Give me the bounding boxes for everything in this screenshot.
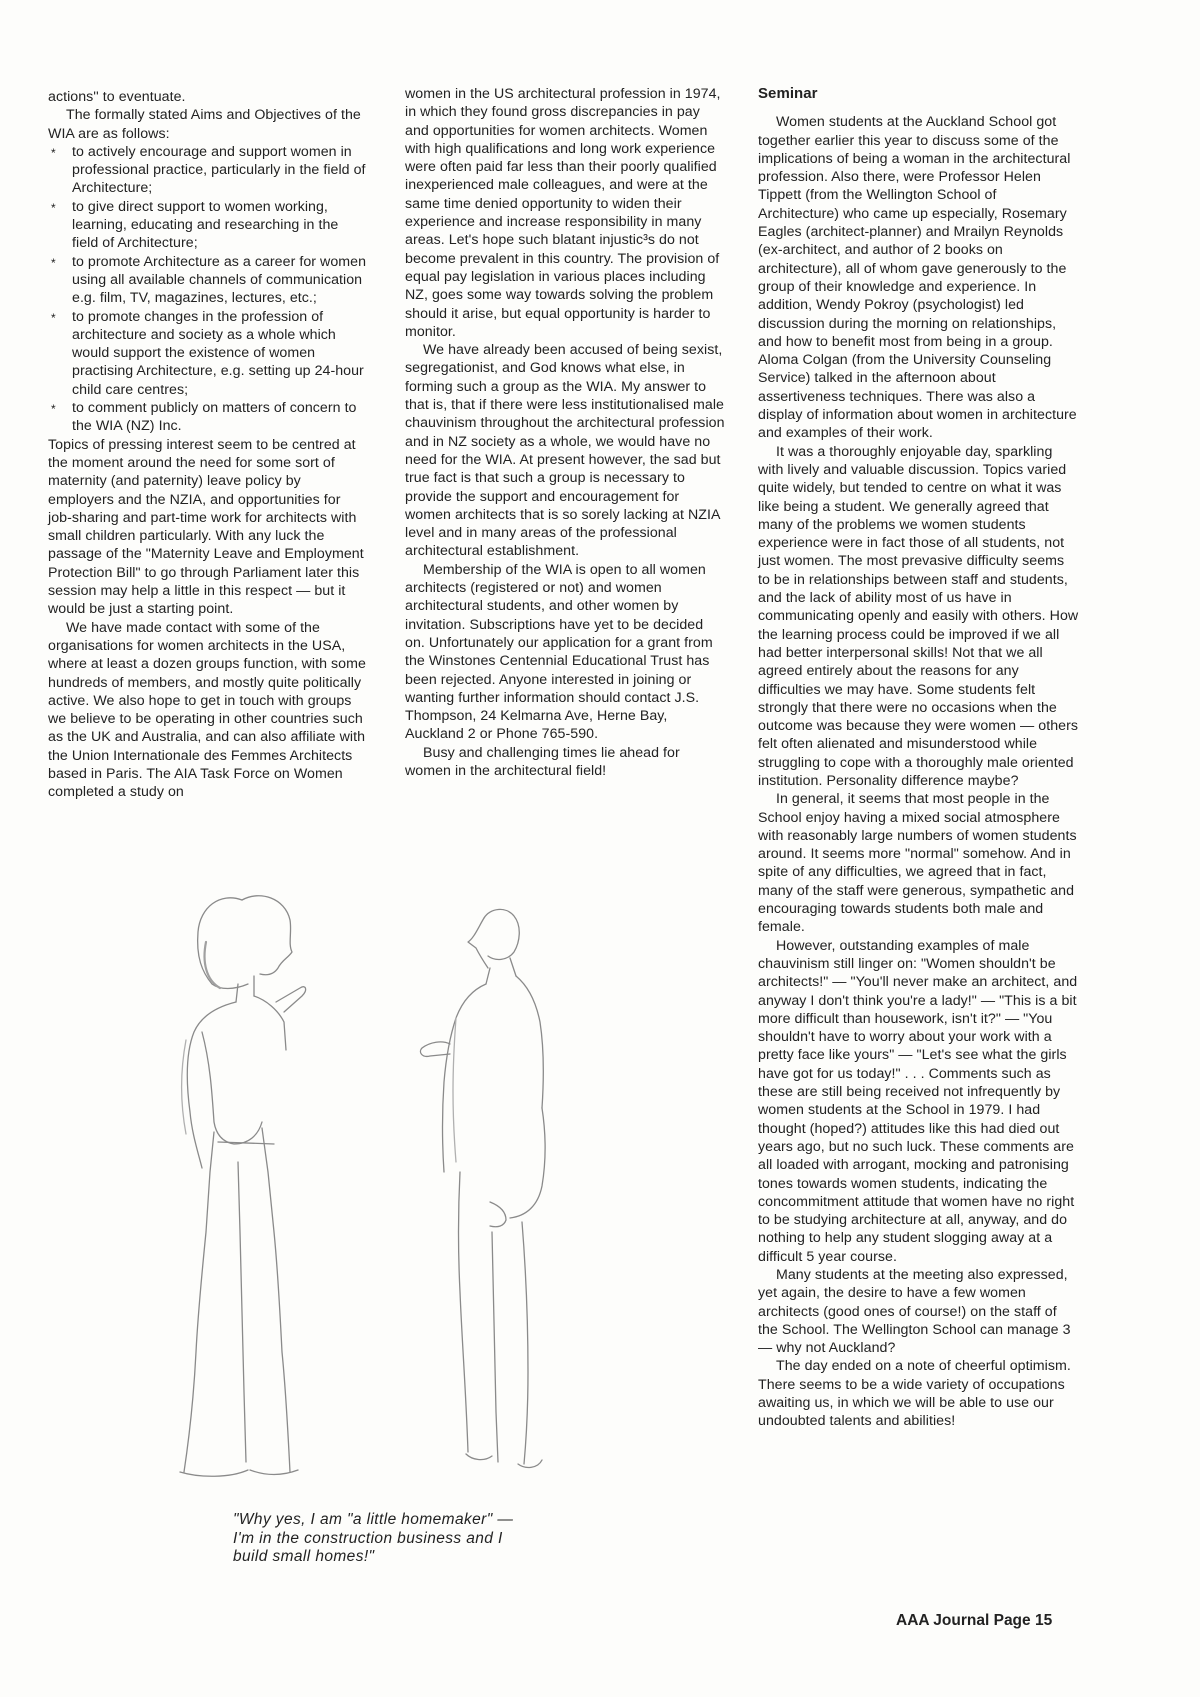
paragraph: We have made contact with some of the organisations for women architects in the USA, where at least a dozen groups function, with some hundreds of members, and mostly quite politically active. We also hope to get in touch with groups we believe to be operating in other countries such as the UK and Australia, and can also affiliate with the Union Internationale des Femmes Architects based in Paris. The AIA Task Force on Women completed a study on <box>48 619 366 801</box>
list-item <box>48 143 366 198</box>
paragraph: In general, it seems that most people in the School enjoy having a mixed social atmosphere with reasonably large numbers of women students around. It seems more "normal" somehow. And in spite of any difficulties, we agreed that in fact, many of the staff were generous, sympathetic and encouraging towards students both male and female. <box>758 791 1077 936</box>
paragraph: Busy and challenging times lie ahead for women in the architectural field! <box>405 744 680 779</box>
paragraph: Topics of pressing interest seem to be centred at the moment around the need for some sort of maternity (and paternity) leave policy by employers and the NZIA, and opportunities for job-sharing and part-time work for architects with small children particularly. With any luck the passage of the "Maternity Leave and Employment Protection Bill" to go through Parliament later this session may help a little in this respect — but it would be just a starting point. <box>48 436 364 618</box>
paragraph: However, outstanding examples of male chauvinism still linger on: "Women shouldn't be architects!" — "You'll never make an architect, and anyway I don't think you're a lady!" — "This is a bit more difficult than housework, isn't it?" — "You shouldn't have to worry about your work with a pretty face like yours" — "Let's see what the girls have got for us today!" . . . Comments such as these are still being received not infrequently by women students at the School in 1979. I had thought (hoped?) attitudes like this had died out years ago, but no such luck. These comments are all loaded with arrogant, mocking and patronising tones towards women students, indicating the concommitment attitude that women have no right to be studying architecture at all, anyway, and do nothing to help any student slogging away at a difficult 5 year course. <box>758 937 1078 1265</box>
list-item-text: to promote changes in the profession of architecture and society as a whole which would support the existence of women practising Architecture, e.g. setting up 24-hour child care centres; <box>72 308 364 398</box>
paragraph: It was a thoroughly enjoyable day, sparkling with lively and valuable discussion. Topics varied quite widely, but tended to centre on what it was like being a student. We generally agreed that many of the problems we women students experience were in fact those of all students, not just women. The most prevasive difficulty seems to be in relationships between staff and students, and the lack of ability most of us have in communicating openly and easily with others. How the learning process could be improved if we all had better interpersonal skills! Not that we all agreed entirely about the reasons for any difficulties we may have. Some students felt strongly that there were no occasions when the outcome was because they were women — others felt often alienated and misunderstood while struggling to cope with a thoroughly male oriented institution. Personality difference maybe? <box>758 443 1079 789</box>
paragraph: The formally stated Aims and Objectives of the WIA are as follows: <box>48 107 361 142</box>
caption-line: build small homes!" <box>233 1548 375 1565</box>
aims-list <box>48 143 366 436</box>
bullet-icon: * <box>51 145 56 160</box>
list-item <box>48 253 366 308</box>
paragraph: women in the US architectural profession in 1974, in which they found gross discrepancies in pay and opportunities for women architects. Women with high qualifications and long work experience were often paid far less than their poorly qualified inexperienced male colleagues, and were at the same time denied opportunity to widen their experience and increase responsibility in many areas. Let's hope such blatant injustic³s do not become prevalent in this country. The provision of equal pay legislation in various places including NZ, goes some way towards solving the problem should it arise, but equal opportunity is harder to monitor. <box>405 86 721 340</box>
paragraph: The day ended on a note of cheerful optimism. There seems to be a wide variety of occupations awaiting us, in which we will be able to use our undoubted talents and abilities! <box>758 1358 1071 1430</box>
woman-figure <box>180 896 306 1477</box>
paragraph: We have already been accused of being sexist, segregationist, and God knows what else, in forming such a group as the WIA. My answer to that is, that if there were less institutionalised male chauvinism throughout the architectural profession and in NZ society as a whole, we would have no need for the WIA. At present however, the sad but true fact is that such a group is necessary to provide the support and encouragement for women architects that is so sorely lacking at NZIA level and in many areas of the professional architectural establishment. <box>405 342 725 560</box>
caption-line: I'm in the construction business and I <box>233 1529 503 1547</box>
list-item-text: to give direct support to women working, learning, educating and researching in the field of Architecture; <box>72 198 339 252</box>
paragraph: Women students at the Auckland School got together earlier this year to discuss some of the implications of being a woman in the architectural profession. Also there, were Professor Helen Tippett (from the Wellington School of Architecture) who came up especially, Rosemary Eagles (architect-planner) and Mrailyn Reynolds (ex-architect, and author of 2 books on architecture), all of whom gave generously to the group of their knowledge and experience. In addition, Wendy Pokroy (psychologist) led discussion during the morning on relationships, and how to benefit most from being in a group. Aloma Colgan (from the University Counseling Service) talked in the afternoon about assertiveness techniques. There was also a display of information about women in architecture and examples of their work. <box>758 114 1077 442</box>
page-footer: AAA Journal Page 15 <box>896 1612 1053 1629</box>
list-item <box>48 198 366 253</box>
bullet-icon: * <box>51 402 56 417</box>
article-column-1 <box>48 88 366 802</box>
list-item-text: to comment publicly on matters of concern to the WIA (NZ) Inc. <box>72 400 357 435</box>
man-figure <box>420 909 545 1467</box>
section-heading: Seminar <box>758 85 818 102</box>
sketch-illustration <box>150 872 600 1492</box>
list-item <box>48 399 366 436</box>
list-item-text: to actively encourage and support women in professional practice, particularly in the field of Architecture; <box>72 143 366 197</box>
bullet-icon: * <box>51 200 56 215</box>
article-column-3 <box>758 85 1080 1431</box>
list-item <box>48 308 366 399</box>
paragraph: actions'' to eventuate. <box>48 89 186 105</box>
paragraph: Many students at the meeting also expressed, yet again, the desire to have a few women architects (good ones of course!) on the staff of the School. The Wellington School can manage 3 — why not Auckland? <box>758 1267 1071 1357</box>
list-item-text: to promote Architecture as a career for women using all available channels of communication e.g. film, TV, magazines, lectures, etc.; <box>72 253 367 307</box>
caption-line: "Why yes, I am "a little homemaker" — <box>233 1511 514 1528</box>
bullet-icon: * <box>51 310 56 325</box>
illustration-caption <box>233 1511 553 1567</box>
article-column-2 <box>405 85 725 780</box>
paragraph: Membership of the WIA is open to all women architects (registered or not) and women architectural students, and other women by invitation. Subscriptions have yet to be decided on. Unfortunately our application for a grant from the Winstones Centennial Educational Trust has been rejected. Anyone interested in joining or wanting further information should contact J.S. Thompson, 24 Kelmarna Ave, Herne Bay, Auckland 2 or Phone 765-590. <box>405 561 713 743</box>
bullet-icon: * <box>51 255 56 270</box>
